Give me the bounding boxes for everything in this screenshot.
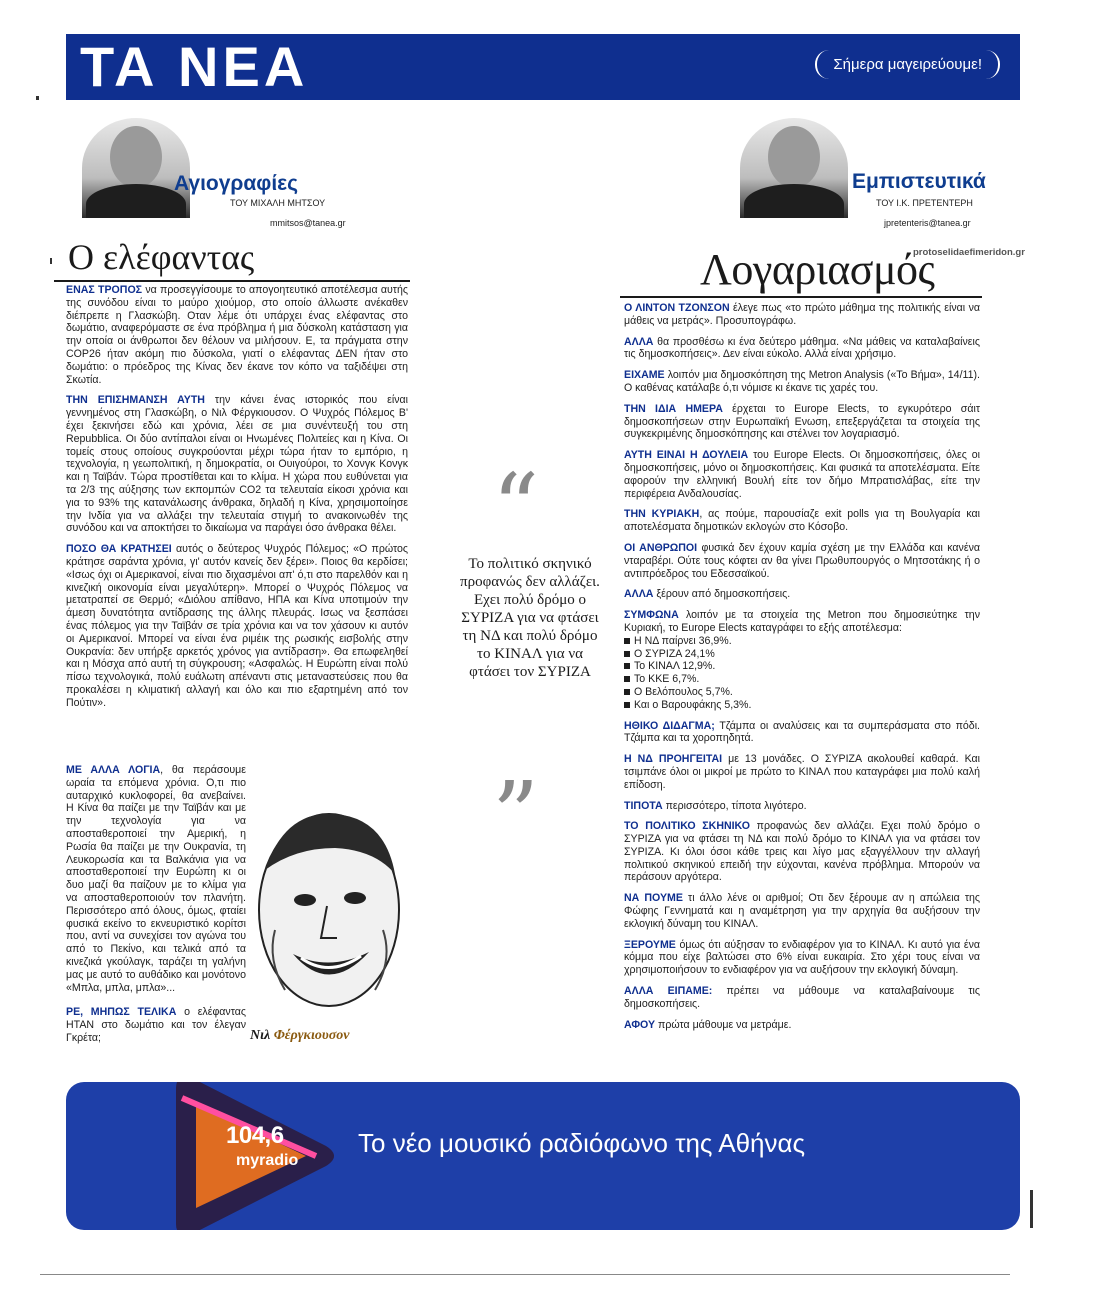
paragraph: [624, 588, 980, 601]
paragraph-text: , ας πούμε, παρουσίαζε exit polls για τη Βουλγαρία και αποτελέσματα δημοτικών εκλογών στο Κόσοβο.: [624, 508, 980, 534]
paragraph-text: αυτός ο δεύτερος Ψυχρός Πόλεμος; «Ο πρώτος κράτησε σαράντα χρόνια, γι' αυτόν κανείς δεν ξέρει». Ποιος θα κερδίσει; «Ισως όχι οι Αμερικανοί, είναι πιο διχασμένοι απ' ό,τι στο παρελθόν και η κινεζική οικονομία είναι μεγαλύτερη». Μπορεί ο Ψυχρός Πόλεμος να μετατραπεί σε Θερμό; «Διόλου απίθανο, ΗΠΑ και Κίνα υποτιμούν την άμεση δυνατότητα αντίδρασης της άλλης πλευράς. Ισως να ξεσπάσει ένας πόλεμος για την Ταϊβάν σε τρία χρόνια και να τον χάσουν κι αυτόν οι Αμερικανοί. Μπορεί να είναι ένα ριμέικ της ρωσικής εισβολής στην Ουκρανία: δεν υπήρξε αρκετός χρόνος για αντίδραση». Θα επωφεληθεί και η Μόσχα από αυτή τη σύγκρουση; «Ασφαλώς. Η Ευρώπη είναι πολύ πίσω τεχνολογικά, πολύ ευάλωτη απέναντι στις μεταναστεύσεις που θα προκαλέσει η κλιματική αλλαγή και όλο και πιο εξαρτημένη από τον Πούτιν».: [66, 543, 408, 709]
paragraph-text: προφανώς δεν αλλάζει. Εχει πολύ δρόμο ο ΣΥΡΙΖΑ για να φτάσει τη ΝΔ και πολύ δρόμο το ΚΙΝΑΛ για να φτάσει τον ΣΥΡΙΖΑ. Κι όλοι όσοι κάθε τρεις και λίγο μας εξαγγέλλουν την αλλαγή πολιτικού σκηνικού επειδή την εύχονται, κανένα πρόβλημα. Μπορούν να περάσουν αργότερα.: [624, 820, 980, 884]
paragraph: [624, 449, 980, 500]
lead-in: ΟΙ ΑΝΘΡΩΠΟΙ: [624, 541, 698, 554]
poll-result-item: Το ΚΚΕ 6,7%.: [624, 673, 980, 686]
column-name-right: Εμπιστευτικά: [852, 170, 986, 193]
lead-in: Ο ΛΙΝΤΟΝ ΤΖΟΝΣΟΝ: [624, 302, 730, 314]
lead-in: ΑΥΤΗ ΕΙΝΑΙ Η ΔΟΥΛΕΙΑ: [624, 449, 749, 462]
ad-slogan: Το νέο μουσικό ραδιόφωνο της Αθήνας: [358, 1128, 806, 1158]
paragraph: [624, 336, 980, 362]
paragraph-text: λοιπόν με τα στοιχεία της Metron που δημοσιεύτηκε την Κυριακή, το Europe Elects καταγράφει το εξής αποτέλεσμα:: [624, 609, 980, 634]
paragraph-text: την κάνει ένας ιστορικός που είναι γεννημένος στη Γλασκώβη, ο Νιλ Φέργκιουσον. Ο Ψυχρός Πόλεμος Β' έχει ξεκινήσει εδώ και χρόνια, λέει σε μια συνέντευξή του στη Repubblica. Οι δύο αντίπαλοι είναι οι Ηνωμένες Πολιτείες και η Κίνα. Οι τομείς στους οποίους συγκρούονται μέχρι τώρα ήταν το εμπόριο, η τεχνολογία, η γεωπολιτική, η δημοκρατία, οι Ουιγούροι, το Χονγκ Κονγκ και η Ταϊβάν. Τώρα προστίθεται και το κλίμα. Η χώρα που ευθύνεται για τα 2/3 της αύξησης των εκπομπών CO2 τα τελευταία είκοσι χρόνια και για το 93% της κατανάλωσης άνθρακα, δηλαδή η Κίνα, χρησιμοποίησε την Ινδία για να αλλάξει την τελευταία στιγμή το ανακοινωθέν της συνόδου και να αποκτήσει το δικαίωμα να παράγει όσο άνθρακα θέλει.: [66, 394, 408, 535]
radio-brand: myradio: [236, 1152, 299, 1169]
paragraph: [624, 609, 980, 635]
author-portrait-left: [82, 118, 190, 218]
poll-result-item: Ο ΣΥΡΙΖΑ 24,1%: [624, 648, 980, 661]
paragraph-text: τι άλλο λένε οι αριθμοί; Οτι δεν ξέρουμε αν η απώλεια της Φώφης Γεννηματά και η αναμέτρηση για την αρχηγία θα αυξήσουν την εκλογική δύναμη του ΚΙΝΑΛ.: [624, 892, 981, 930]
email-left: mmitsos@tanea.gr: [270, 218, 346, 228]
paragraph-text: πρώτα μάθουμε να μετράμε.: [655, 1018, 792, 1031]
left-article-body-wrap: [66, 764, 246, 1002]
paragraph-text: λοιπόν μια δημοσκόπηση της Metron Analysis («Το Βήμα», 14/11). Ο καθένας κατάλαβε ό,τι νόμισε κι έκανε τις χαρές του.: [624, 369, 980, 394]
paragraph: [624, 939, 980, 977]
paragraph: [624, 403, 980, 441]
paragraph: [624, 508, 980, 534]
paragraph-text: Τζάμπα οι αναλύσεις και τα συμπεράσματα στο πόδι. Τζάμπα και τα χοροπηδητά.: [624, 719, 980, 745]
scan-mark: [1030, 1190, 1033, 1228]
paragraph-text: να προσεγγίσουμε το απογοητευτικό αποτέλεσμα αυτής της συνόδου είναι το μαύρο χιούμορ, στο οποίο άλλωστε ανέκαθεν διέπρεπε η Γλασκώβη. Οταν λέμε ότι υπάρχει ένας ελέφαντας στο δωμάτιο, αναφερόμαστε σε ένα πρόβλημα ή μια δύσκολη κατάσταση για την οποία οι άνθρωποι δεν θέλουν να μιλήσουν. Ε, τα πράγματα στην COP26 ήταν ακόμη πιο δύσκολα, γιατί ο ελέφαντας ΔΕΝ ήταν στο δωμάτιο: ο πρόεδρος της Κίνας δεν έκανε τον κόπο να ταξιδέψει στη Σκωτία.: [66, 284, 408, 386]
paragraph-text: ο ελέφαντας ΗΤΑΝ στο δωμάτιο και τον έλεγαν Γκρέτα;: [66, 1006, 246, 1044]
shoulders-shape: [744, 184, 844, 218]
left-article-closing: [66, 1006, 246, 1052]
paragraph-text: φυσικά δεν έχουν καμία σχέση με την Ελλάδα και κανένα νταραβέρι. Ούτε τους κόφτει αν θα γίνει Πρωθυπουργός ο Μητσοτάκης ή ο αντιπρόεδρος του Εδεσσαϊκού.: [624, 541, 980, 580]
pullquote: Το πολιτικό σκηνικό προφανώς δεν αλλάζει. Εχει πολύ δρόμο ο ΣΥΡΙΖΑ για να φτάσει τη ΝΔ και πολύ δρόμο το ΚΙΝΑΛ για να φτάσει τον ΣΥΡΙΖΑ: [460, 556, 600, 680]
page-bottom-edge: [40, 1274, 1010, 1275]
caption-first-name: Νιλ: [250, 1028, 271, 1043]
radio-advertisement: [66, 1082, 1020, 1230]
caption-last-name: Φέργκιουσον: [273, 1028, 350, 1043]
paragraph: [624, 800, 980, 813]
lead-in: ΞΕΡΟΥΜΕ: [624, 938, 676, 951]
paragraph-text: όμως ότι αύξησαν το ενδιαφέρον για το ΚΙΝΑΛ. Κι αυτό για ένα κόμμα που είχε βαλτώσει στο 6% είναι ευκαιρία. Στο χέρι τους είναι να χρησιμοποιήσουν το ενδιαφέρον για να αυξήσουν την εκλογική δύναμη.: [624, 938, 980, 977]
masthead: [66, 34, 1020, 100]
lead-in: ΕΝΑΣ ΤΡΟΠΟΣ: [66, 284, 143, 296]
left-article-body: [66, 284, 408, 718]
lead-in: ΡΕ, ΜΗΠΩΣ ΤΕΛΙΚΑ: [66, 1006, 177, 1018]
lead-in: ΤΙΠΟΤΑ: [624, 799, 663, 812]
lead-in: ΤΟ ΠΟΛΙΤΙΚΟ ΣΚΗΝΙΚΟ: [624, 820, 750, 833]
byline-left: ΤΟΥ ΜΙΧΑΛΗ ΜΗΤΣΟΥ: [230, 198, 326, 208]
right-article-body: [624, 302, 980, 1039]
masthead-title: ΤΑ ΝΕΑ: [80, 35, 309, 98]
lead-in: ΠΟΣΟ ΘΑ ΚΡΑΤΗΣΕΙ: [66, 543, 172, 556]
paragraph: [66, 284, 408, 386]
face-shape: [110, 126, 162, 188]
paragraph-text: με 13 μονάδες. Ο ΣΥΡΙΖΑ ακολουθεί καθαρά. Και τσιμπάνε όλοι οι μικροί με πρώτο το ΚΙΝΑΛ που καταγράφει μια πολύ καλή επίδοση.: [624, 753, 980, 791]
close-quote-icon: ”: [492, 762, 540, 869]
paragraph-text: περισσότερο, τίποτα λιγότερο.: [662, 799, 807, 812]
paragraph: [624, 542, 980, 580]
lead-in: ΕΙΧΑΜΕ: [624, 369, 665, 382]
poll-results-list: [624, 635, 980, 712]
poll-result-item: Ο Βελόπουλος 5,7%.: [624, 686, 980, 699]
lead-in: ΑΛΛΑ ΕΙΠΑΜΕ:: [624, 985, 713, 998]
author-portrait-right: [740, 118, 848, 218]
paragraph-text: πρέπει να μάθουμε να καταλαβαίνουμε τις δημοσκοπήσεις.: [624, 985, 980, 1010]
lead-in: ΗΘΙΚΟ ΔΙΔΑΓΜΑ;: [624, 719, 715, 732]
paragraph-text: , θα περάσουμε ωραία τα επόμενα χρόνια. Ο,τι πιο αυταρχικό κυκλοφορεί, θα ανεβαίνει. Η Κίνα θα παίζει με την Ταϊβάν και με την τεχνολογία για να αποσταθεροποιεί την Αμερική, η Ρωσία θα παίζει με την Ουκρανία, τη Λευκορωσία και τα Βαλκάνια για να αποσταθεροποιεί την Ευρώπη κι οι δυο μαζί θα παίζουν με το κλίμα για να αποσταθεροποιούν τον πλανήτη. Περισσότερο από όλους, όμως, φταίει φυσικά εκείνο το εκνευριστικό κορίτσι που, αντί να συνεχίσει τον αγώνα του από το Πεκίνο, και τελικά από τα κινεζικά γκούλαγκ, ταράζει τη γαλήνη μας με αυτό το αυθάδικο και μονότονο «Μπλα, μπλα, μπλα»...: [66, 764, 246, 994]
lead-in: ΤΗΝ ΕΠΙΣΗΜΑΝΣΗ ΑΥΤΗ: [66, 394, 205, 407]
masthead-tagline: Σήμερα μαγειρεύουμε!: [815, 50, 1000, 79]
paragraph: [624, 820, 980, 884]
poll-result-item: Το ΚΙΝΑΛ 12,9%.: [624, 660, 980, 673]
source-watermark: protoselidaefimeridon.gr: [913, 247, 1025, 258]
lead-in: ΑΦΟΥ: [624, 1018, 656, 1031]
paragraph: [624, 753, 980, 791]
scan-mark: [50, 258, 52, 264]
paragraph: [66, 764, 246, 994]
lead-in: ΝΑ ΠΟΥΜΕ: [624, 892, 683, 905]
lead-in: ΤΗΝ ΙΔΙΑ ΗΜΕΡΑ: [624, 402, 723, 415]
headline-rule-left: [54, 280, 410, 282]
lead-in: ΑΛΛΑ: [624, 588, 654, 601]
email-right: jpretenteris@tanea.gr: [884, 218, 971, 228]
paragraph: [624, 369, 980, 395]
paragraph: [66, 1006, 246, 1044]
paragraph-text: ξέρουν από δημοσκοπήσεις.: [653, 588, 791, 601]
paragraph: [624, 302, 980, 328]
radio-frequency: 104,6: [226, 1122, 284, 1149]
lead-in: Η ΝΔ ΠΡΟΗΓΕΙΤΑΙ: [624, 753, 723, 766]
headline-right: Λογαριασμός: [700, 245, 935, 294]
poll-result-item: Η ΝΔ παίρνει 36,9%.: [624, 635, 980, 648]
headline-rule-right: [620, 296, 982, 298]
lead-in: ΑΛΛΑ: [624, 335, 654, 348]
headline-left: Ο ελέφαντας: [68, 237, 255, 277]
caricature-caption: [250, 1028, 349, 1044]
lead-in: ΤΗΝ ΚΥΡΙΑΚΗ: [624, 508, 700, 521]
face-shape: [768, 126, 820, 188]
paragraph: [66, 543, 408, 709]
lead-in: ΣΥΜΦΩΝΑ: [624, 609, 679, 622]
shoulders-shape: [86, 184, 186, 218]
column-name-left: Αγιογραφίες: [174, 172, 299, 195]
paragraph: [624, 1019, 980, 1032]
paragraph-text: έρχεται το Europe Elects, το εγκυρότερο σάιτ δημοσκοπήσεων στην Ευρωπαϊκή Ενωση, επεξεργάζεται τα στοιχεία της συγκεκριμένης δημοσκόπησης και στέλνει τον λογαριασμό.: [624, 402, 981, 441]
paragraph: [624, 720, 980, 746]
paragraph: [624, 892, 980, 930]
scan-mark: [36, 96, 39, 100]
caricature-illustration: [245, 790, 409, 1026]
byline-right: ΤΟΥ Ι.Κ. ΠΡΕΤΕΝΤΕΡΗ: [876, 198, 973, 208]
poll-result-item: Και ο Βαρουφάκης 5,3%.: [624, 699, 980, 712]
lead-in: ΜΕ ΑΛΛΑ ΛΟΓΙΑ: [66, 764, 161, 776]
paragraph-text: θα προσθέσω κι ένα δεύτερο μάθημα. «Να μάθεις να καταλαβαίνεις τις δημοσκοπήσεις». Δεν είναι εύκολο. Αλλά είναι χρήσιμο.: [624, 335, 980, 361]
paragraph: [624, 985, 980, 1011]
paragraph-text: του Europe Elects. Οι δημοσκοπήσεις, όλες οι δημοσκοπήσεις, μόνο οι δημοσκοπήσεις. Και φυσικά τα αποτελέσματα. Είτε αφορούν την ελληνική Βουλή είτε τον δήμο Μπρατισλάβας, είτε την περιφέρεια Ανδαλουσίας.: [624, 449, 980, 500]
paragraph: [66, 394, 408, 535]
open-quote-icon: “: [492, 454, 540, 561]
paragraph-text: έλεγε πως «το πρώτο μάθημα της πολιτικής είναι να μάθεις να μετράς». Προσυπογράφω.: [624, 302, 980, 327]
